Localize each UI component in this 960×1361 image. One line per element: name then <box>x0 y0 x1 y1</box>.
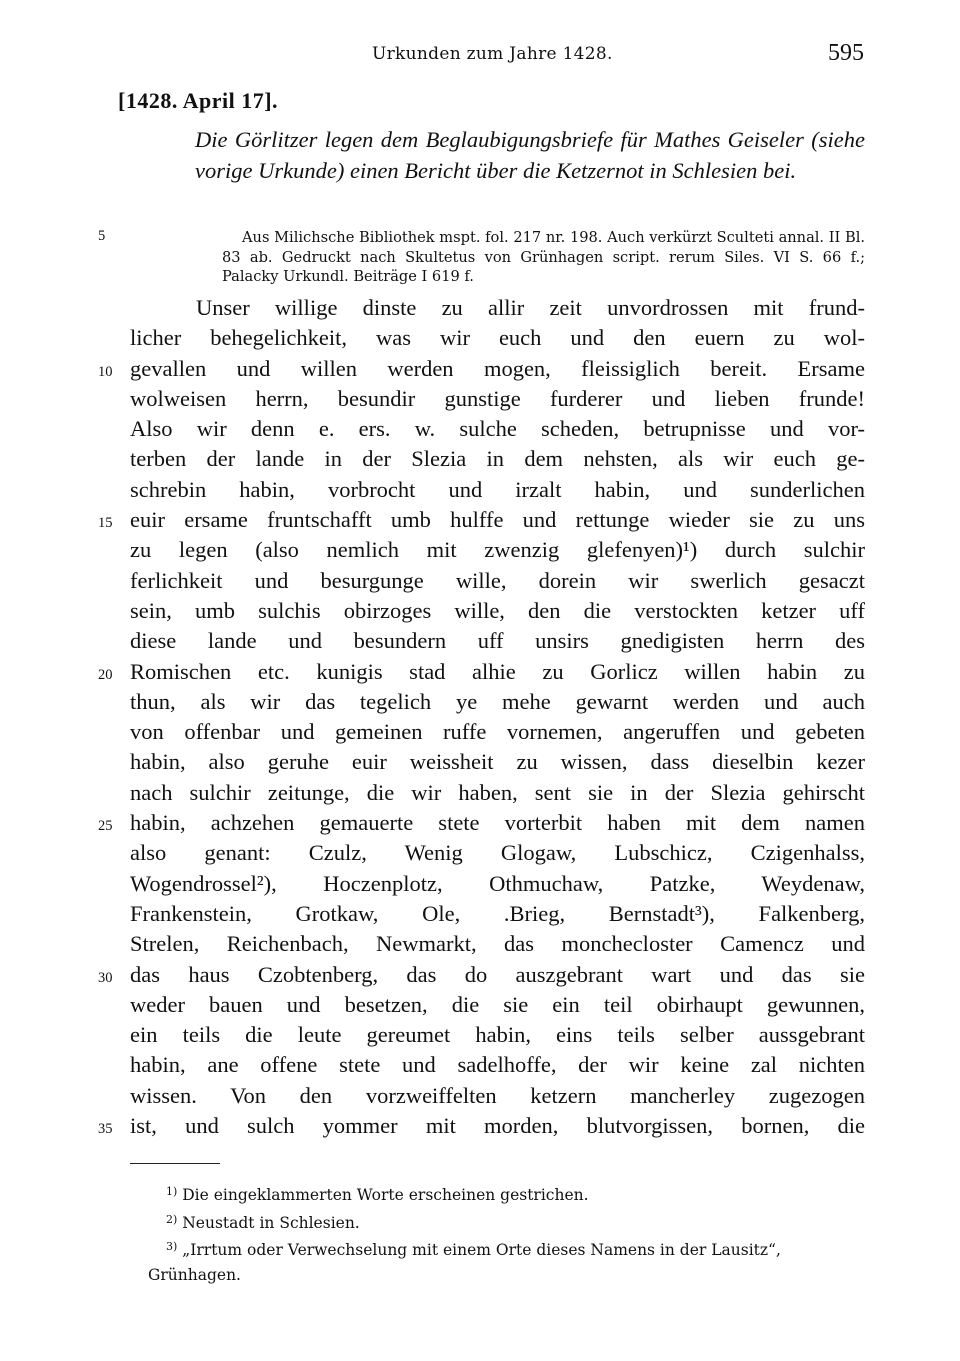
footnote-text: „Irrtum oder Verwechselung mit einem Orte dieses Namens in der Lausitz“, Grünhagen. <box>148 1241 781 1284</box>
body-line: habin, achzehen gemauerte stete vorterbit haben mit dem namen <box>130 810 865 836</box>
footnote-3 <box>130 1235 865 1287</box>
body-line: schrebin habin, vorbrocht und irzalt habin, und sunderlichen <box>130 476 865 502</box>
body-line: Strelen, Reichenbach, Newmarkt, das monchecloster Camencz und <box>130 931 865 957</box>
line-number: 15 <box>98 515 113 531</box>
body-line: wissen. Von den vorzweiffelten ketzern mancherley zugezogen <box>130 1082 865 1108</box>
body-line: licher behegelichkeit, was wir euch und den euern zu wol- <box>130 325 865 351</box>
footnote-2 <box>130 1208 865 1236</box>
footnote-divider <box>130 1163 220 1164</box>
footnote-mark: 1) <box>166 1185 178 1198</box>
line-number: 10 <box>98 364 113 380</box>
body-line: Wogendrossel²), Hoczenplotz, Othmuchaw, Patzke, Weydenaw, <box>130 870 865 896</box>
line-number: 20 <box>98 667 113 683</box>
body-line: euir ersame fruntschafft umb hulffe und rettunge wieder sie zu uns <box>130 507 865 533</box>
footnote-mark: 2) <box>166 1212 178 1226</box>
body-line: habin, also geruhe euir weissheit zu wissen, dass dieselbin kezer <box>130 749 865 775</box>
body-line: sein, umb sulchis obirzoges wille, den die verstockten ketzer uff <box>130 597 865 623</box>
body-line: ein teils die leute gereumet habin, eins teils selber aussgebrant <box>130 1022 865 1048</box>
footnote-text: Die eingeklammerten Worte erscheinen gestrichen. <box>182 1186 589 1204</box>
body-line: das haus Czobtenberg, das do auszgebrant wart und das sie <box>130 961 865 987</box>
body-line: habin, ane offene stete und sadelhoffe, der wir keine zal nichten <box>130 1052 865 1078</box>
body-line: weder bauen und besetzen, die sie ein teil obirhaupt gewunnen, <box>130 991 865 1017</box>
footnote-text: Neustadt in Schlesien. <box>182 1213 360 1232</box>
body-line: zu legen (also nemlich mit zwenzig glefenyen)¹) durch sulchir <box>130 537 865 563</box>
body-line: also genant: Czulz, Wenig Glogaw, Lubschicz, Czigenhalss, <box>130 840 865 866</box>
document-body <box>130 293 865 1141</box>
footnote-mark: 3) <box>166 1240 178 1253</box>
body-line: wolweisen herrn, besundir gunstige furderer und lieben frunde! <box>130 385 865 411</box>
body-line: Frankenstein, Grotkaw, Ole, .Brieg, Bernstadt³), Falkenberg, <box>130 900 865 926</box>
document-date: [1428. April 17]. <box>118 88 279 113</box>
body-line: ferlichkeit und besurgunge wille, dorein wir swerlich gesaczt <box>130 567 865 593</box>
line-number-margin <box>0 0 130 1361</box>
page-number: 595 <box>828 40 864 66</box>
body-line: von offenbar und gemeinen ruffe vornemen, angeruffen und gebeten <box>130 719 865 745</box>
footnotes <box>130 1180 865 1287</box>
footnote-1 <box>130 1180 865 1208</box>
body-line: Romischen etc. kunigis stad alhie zu Gorlicz willen habin zu <box>130 658 865 684</box>
line-number: 25 <box>98 818 113 834</box>
running-title: Urkunden zum Jahre 1428. <box>372 44 613 64</box>
body-line: ist, und sulch yommer mit morden, blutvorgissen, bornen, die <box>130 1113 865 1139</box>
body-line: terben der lande in der Slezia in dem nehsten, als wir euch ge- <box>130 446 865 472</box>
line-number: 30 <box>98 970 113 986</box>
body-line: Unser willige dinste zu allir zeit unvordrossen mit frund- <box>196 295 865 320</box>
document-summary: Die Görlitzer legen dem Beglaubigungsbriefe für Mathes Geiseler (siehe vorige Urkunde) einen Bericht über die Ketzernot in Schlesien bei. <box>195 127 865 183</box>
running-header <box>0 40 960 80</box>
body-line: diese lande und besundern uff unsirs gnedigisten herrn des <box>130 628 865 654</box>
line-number: 35 <box>98 1121 113 1137</box>
line-number: 5 <box>98 228 106 244</box>
body-line: thun, als wir das tegelich ye mehe gewarnt werden und auch <box>130 688 865 714</box>
body-line: nach sulchir zeitunge, die wir haben, sent sie in der Slezia gehirscht <box>130 779 865 805</box>
source-references: Aus Milichsche Bibliothek mspt. fol. 217 nr. 198. Auch verkürzt Sculteti annal. II Bl. 83 ab. Gedruckt nach Skultetus von Grünhagen script. rerum Siles. VI S. 66 f.; Palacky Urkundl. Beiträge I 619 f. <box>222 229 865 285</box>
body-line: Also wir denn e. ers. w. sulche scheden, betrupnisse und vor- <box>130 416 865 442</box>
body-line: gevallen und willen werden mogen, fleissiglich bereit. Ersame <box>130 355 865 381</box>
